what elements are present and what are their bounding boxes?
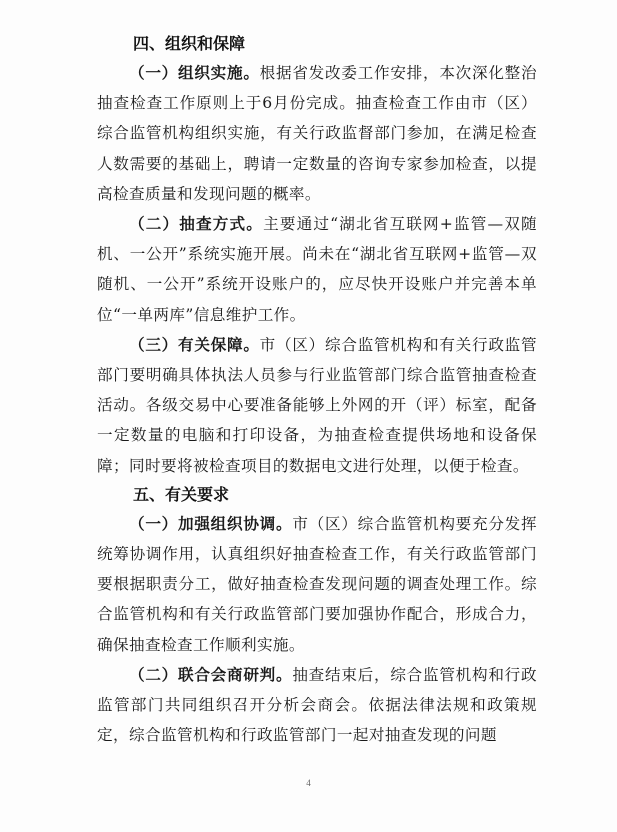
page-number: 4	[306, 778, 311, 788]
paragraph-text: 市（区）综合监管机构要充分发挥统筹协调作用，认真组织好抽查检查工作，有关行政监管部门要根据职责分工，做好抽查检查发现问题的调查处理工作。综合监管机构和有关行政监管部门要加强协作配合，形成合力，确保抽查检查工作顺利实施。	[97, 514, 537, 654]
section-heading-5: 五、有关要求	[133, 484, 230, 504]
paragraph-text: 抽查结束后，综合监管机构和行政监管部门共同组织召开分析会商会。依据法律法规和政策规定，综合监管机构和行政监管部门一起对抽查发现的问题	[97, 665, 537, 745]
paragraph-inspection-method	[97, 209, 537, 330]
paragraph-related-support	[97, 330, 537, 481]
paragraph-text: 根据省发改委工作安排，本次深化整治抽查检查工作原则上于6月份完成。抽查检查工作由市（区）综合监管机构组织实施，有关行政监督部门参加，在满足检查人数需要的基础上，聘请一定数量的咨询专家参加检查，以提高检查质量和发现问题的概率。	[97, 64, 537, 203]
paragraph-lead: （一）加强组织协调。	[129, 514, 293, 533]
paragraph-lead: （一）组织实施。	[129, 64, 260, 82]
paragraph-text: 市（区）综合监管机构和有关行政监管部门要明确具体执法人员参与行业监管部门综合监管抽查检查活动。各级交易中心要准备能够上外网的开（评）标室，配备一定数量的电脑和打印设备，为抽查检查提供场地和设备保障；同时要将被检查项目的数据电文进行处理，以便于检查。	[97, 335, 537, 475]
document-body	[97, 30, 537, 750]
paragraph-lead: （二）联合会商研判。	[129, 665, 293, 684]
paragraph-text: 主要通过“湖北省互联网+监管—双随机、一公开”系统实施开展。尚未在“湖北省互联网+监管—双随机、一公开”系统开设账户的，应尽快开设账户并完善本单位“一单两库”信息维护工作。	[97, 215, 538, 324]
paragraph-organize-implement	[97, 58, 537, 209]
paragraph-lead: （二）抽查方式。	[129, 215, 264, 234]
section-heading-4: 四、组织和保障	[133, 34, 246, 53]
paragraph-joint-consultation	[97, 660, 537, 751]
paragraph-coordination	[97, 509, 537, 660]
paragraph-lead: （三）有关保障。	[129, 335, 260, 354]
